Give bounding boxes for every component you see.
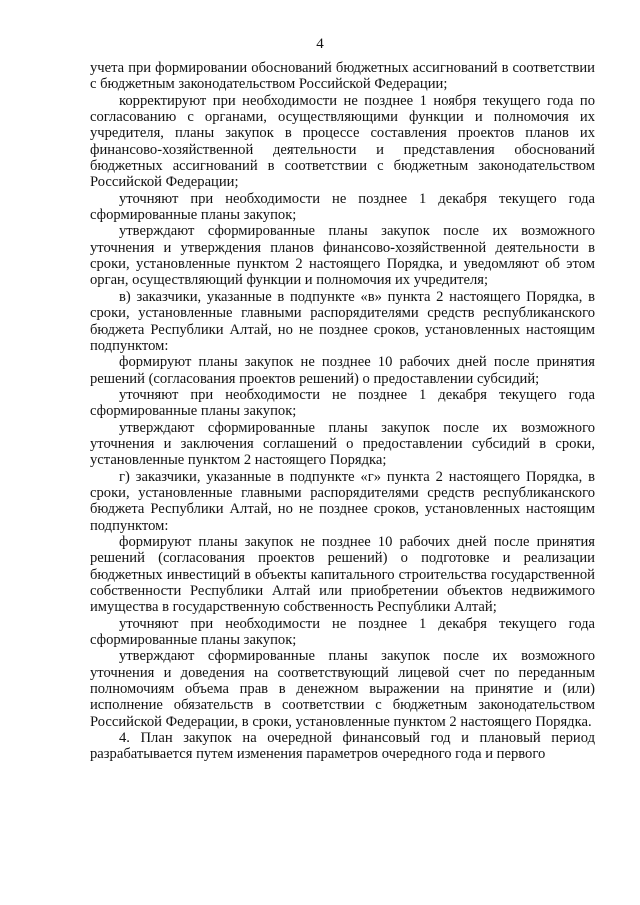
paragraph: уточняют при необходимости не позднее 1 декабря текущего года сформированные планы закупок; bbox=[90, 615, 595, 649]
paragraph: утверждают сформированные планы закупок после их возможного уточнения и утверждения планов финансово-хозяйственной деятельности в сроки, установленные пунктом 2 настоящего Порядка, и уведомляют об этом орган, осуществляющий функции и полномочия их учредителя; bbox=[90, 223, 595, 289]
paragraph: уточняют при необходимости не позднее 1 декабря текущего года сформированные планы закупок; bbox=[90, 190, 595, 224]
paragraph: 4. План закупок на очередной финансовый год и плановый период разрабатывается путем изменения параметров очередного года и первого bbox=[90, 730, 595, 763]
document-body bbox=[90, 60, 595, 763]
paragraph: утверждают сформированные планы закупок после их возможного уточнения и доведения на соответствующий лицевой счет по переданным полномочиям объема прав в денежном выражении на принятие и (или) исполнение обязательств в соответствии с бюджетным законодательством Российской Федерации, в сроки, установленные пунктом 2 настоящего Порядка. bbox=[90, 648, 595, 730]
paragraph: г) заказчики, указанные в подпункте «г» пункта 2 настоящего Порядка, в сроки, установленные главными распорядителями средств республиканского бюджета Республики Алтай, но не позднее сроков, установленных настоящим подпунктом: bbox=[90, 468, 595, 534]
paragraph: корректируют при необходимости не позднее 1 ноября текущего года по согласованию с органами, осуществляющими функции и полномочия их учредителя, планы закупок в процессе составления проектов планов их финансово-хозяйственной деятельности и представления обоснований бюджетных ассигнований в соответствии с бюджетным законодательством Российской Федерации; bbox=[90, 92, 595, 191]
paragraph: в) заказчики, указанные в подпункте «в» пункта 2 настоящего Порядка, в сроки, установленные главными распорядителями средств республиканского бюджета Республики Алтай, но не позднее сроков, установленных настоящим подпунктом: bbox=[90, 288, 595, 354]
paragraph: уточняют при необходимости не позднее 1 декабря текущего года сформированные планы закупок; bbox=[90, 386, 595, 420]
paragraph: формируют планы закупок не позднее 10 рабочих дней после принятия решений (согласования проектов решений) о подготовке и реализации бюджетных инвестиций в объекты капитального строительства государственной собственности Республики Алтай или приобретении объектов недвижимого имущества в государственную собственность Республики Алтай; bbox=[90, 533, 595, 616]
paragraph: формируют планы закупок не позднее 10 рабочих дней после принятия решений (согласования проектов решений) о предоставлении субсидий; bbox=[90, 354, 595, 387]
page-number: 4 bbox=[316, 36, 324, 52]
paragraph: утверждают сформированные планы закупок после их возможного уточнения и заключения соглашений о предоставлении субсидий в сроки, установленные пунктом 2 настоящего Порядка; bbox=[90, 419, 595, 469]
paragraph: учета при формировании обоснований бюджетных ассигнований в соответствии с бюджетным законодательством Российской Федерации; bbox=[90, 60, 595, 93]
